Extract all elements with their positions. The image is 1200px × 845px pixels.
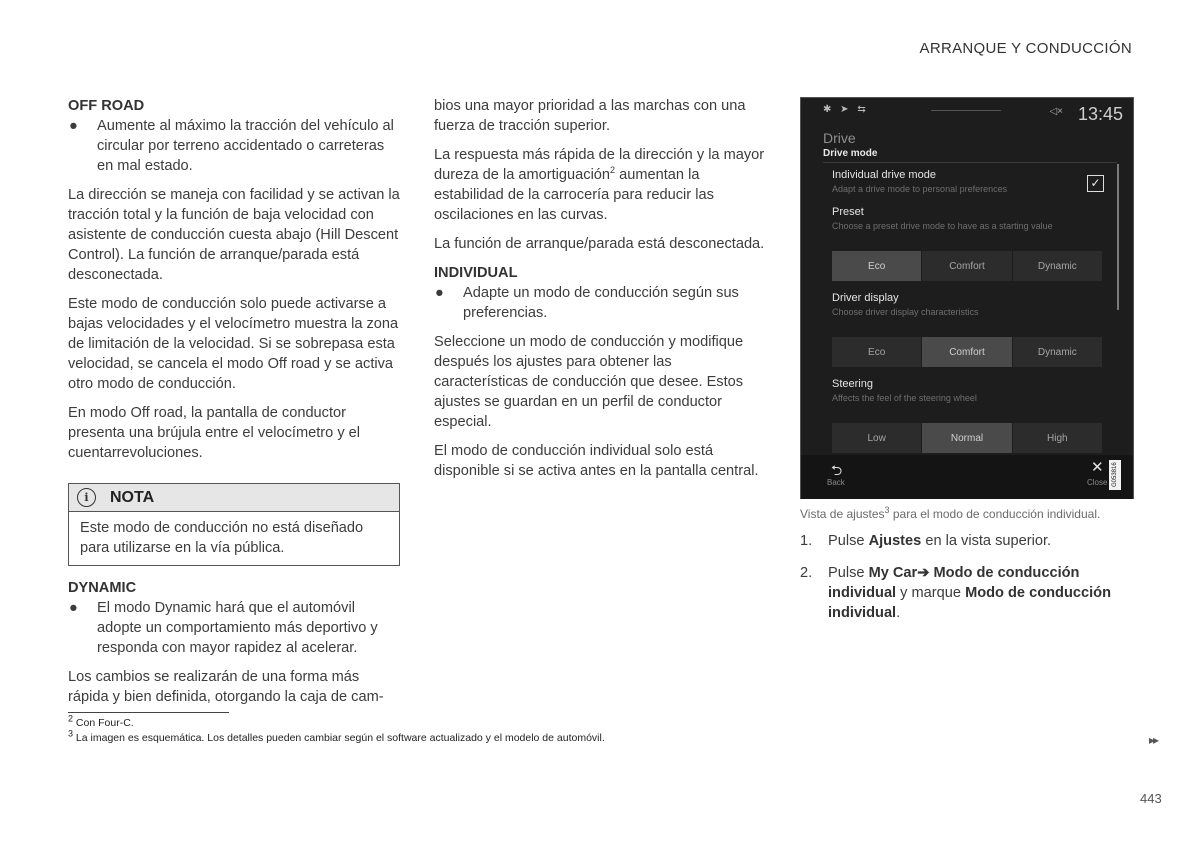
footnote-text: La imagen es esquemática. Los detalles pueden cambiar según el software actualizado y el modelo de automóvil. — [73, 732, 605, 744]
driver-display-title: Driver display — [832, 292, 899, 304]
caption-text: para el modo de conducción individual. — [889, 507, 1101, 521]
footnote-3 — [68, 728, 605, 744]
text-span: en la vista superior. — [921, 533, 1052, 549]
middle-column — [434, 96, 767, 490]
info-icon: i — [77, 488, 96, 507]
preset-option: Comfort — [922, 251, 1011, 281]
individual-bullet-text: Adapte un modo de conducción según sus preferencias. — [463, 285, 739, 321]
step-number: 2. — [800, 565, 813, 581]
paragraph: La dirección se maneja con facilidad y se activan la tracción total y la función de baja velocidad con asistente de conducción cuesta abajo (Hill Descent Control). La función de arranque/parada está desconectada. — [68, 187, 400, 283]
text-span: aumentan la estabilidad de la carrocería para reducir las oscilaciones en las curvas. — [434, 167, 714, 223]
note-label: NOTA — [110, 488, 155, 506]
paragraph: Este modo de conducción solo puede activarse a bajas velocidades y el velocímetro muestra la zona de limitación de la velocidad. Si se sobrepasa esta velocidad, se cancela el modo Off road y se activa otro modo de conducción. — [68, 296, 399, 392]
driver-display-sub: Choose driver display characteristics — [832, 307, 979, 317]
caption-text: Vista de ajustes — [800, 507, 885, 521]
footnote-ref: 3 — [884, 505, 890, 515]
display-option: Comfort — [922, 337, 1011, 367]
individual-bullet — [434, 283, 767, 323]
steps-list — [800, 531, 1140, 635]
offroad-bullet-text: Aumente al máximo la tracción del vehículo al circular por terreno accidentado o carreteras en mal estado. — [97, 118, 394, 174]
note-box — [68, 483, 400, 566]
step-text — [828, 531, 1051, 551]
steering-selector — [832, 423, 1103, 453]
close-icon: ✕ — [1091, 459, 1104, 476]
footnote-num: 2 — [68, 713, 74, 724]
paragraph: bios una mayor prioridad a las marchas con una fuerza de tracción superior. — [434, 98, 746, 134]
text-span: y marque — [896, 585, 966, 601]
step-text — [828, 563, 1140, 623]
checkbox-checked-icon: ✓ — [1087, 175, 1104, 192]
preset-sub: Choose a preset drive mode to have as a starting value — [832, 221, 1053, 231]
steering-option: Low — [832, 423, 921, 453]
text-span: Pulse — [828, 565, 869, 581]
individual-heading: INDIVIDUAL — [434, 265, 518, 281]
bottom-bar — [801, 455, 1133, 499]
ui-term: Ajustes — [868, 533, 922, 549]
offroad-bullet — [68, 116, 401, 176]
clock: 13:45 — [1077, 104, 1123, 124]
paragraph: Seleccione un modo de conducción y modifique después los ajustes para obtener las características de conducción que desee. Estos ajustes se guardan en un perfil de conductor especial. — [434, 334, 744, 430]
steering-sub: Affects the feel of the steering wheel — [832, 393, 977, 403]
footnote-rule — [68, 712, 229, 713]
step-2 — [800, 563, 1140, 623]
running-header: ARRANQUE Y CONDUCCIÓN — [919, 40, 1132, 57]
text-span: La respuesta más rápida de la dirección y la mayor dureza de la amortiguación — [434, 147, 765, 183]
page-number: 443 — [1140, 791, 1162, 806]
paragraph: El modo de conducción individual solo está disponible si se activa antes en la pantalla central. — [434, 443, 759, 479]
mute-icon: ◁× — [1049, 106, 1063, 117]
center-display-image — [800, 97, 1134, 499]
steering-option: High — [1013, 423, 1102, 453]
step-1 — [800, 531, 1140, 551]
paragraph — [434, 145, 767, 225]
paragraph: Los cambios se realizarán de una forma más rápida y bien definida, otorgando la caja de cam- — [68, 669, 384, 705]
divider — [823, 162, 1117, 163]
footnote-text: Con Four-C. — [73, 717, 134, 729]
individual-mode-title: Individual drive mode — [832, 169, 936, 181]
display-option: Eco — [832, 337, 921, 367]
note-text: Este modo de conducción no está diseñado para utilizarse en la vía pública. — [80, 520, 364, 556]
preset-option: Dynamic — [1013, 251, 1102, 281]
steering-title: Steering — [832, 378, 873, 390]
step-number: 1. — [800, 533, 813, 549]
note-header — [69, 484, 399, 512]
footnote-ref: 2 — [610, 165, 616, 176]
dynamic-bullet — [68, 598, 401, 658]
status-icons: ✱ ➤ ⇆ — [823, 104, 869, 115]
text-span: . — [896, 605, 901, 621]
offroad-heading: OFF ROAD — [68, 98, 145, 114]
paragraph: La función de arranque/parada está desconectada. — [434, 236, 765, 252]
steering-option: Normal — [922, 423, 1011, 453]
preset-selector — [832, 251, 1103, 281]
dynamic-heading: DYNAMIC — [68, 580, 137, 596]
text-span: Pulse — [828, 533, 869, 549]
preset-title: Preset — [832, 206, 864, 218]
dynamic-bullet-text: El modo Dynamic hará que el automóvil adopte un comportamiento más deportivo y responda con mayor rapidez al acelerar. — [97, 600, 378, 656]
back-label: Back — [827, 478, 845, 487]
image-caption — [800, 507, 1100, 521]
close-label: Close — [1087, 478, 1108, 487]
continue-arrows-icon: ▸▸ — [1149, 733, 1158, 747]
image-code: G053816 — [1109, 460, 1121, 490]
footnote-2 — [68, 713, 134, 729]
footnote-num: 3 — [68, 728, 74, 739]
ui-term: Modo de conducción individual — [828, 565, 1080, 601]
left-column — [68, 96, 401, 716]
ui-term: Modo de conducción individual — [828, 585, 1111, 621]
bullet-dot: ● — [69, 118, 78, 134]
ui-term: My Car — [868, 565, 918, 581]
bullet-dot: ● — [435, 285, 444, 301]
individual-mode-sub: Adapt a drive mode to personal preferences — [832, 184, 1008, 194]
driver-display-selector — [832, 337, 1103, 367]
display-option: Dynamic — [1013, 337, 1102, 367]
bullet-dot: ● — [69, 600, 78, 616]
screen-title: Drive — [823, 130, 856, 146]
back-icon: ⮌ — [831, 462, 843, 478]
paragraph: En modo Off road, la pantalla de conductor presenta una brújula entre el velocímetro y el cuentarrevoluciones. — [68, 405, 361, 461]
arrow-icon: ➔ — [917, 565, 930, 581]
preset-option: Eco — [832, 251, 921, 281]
screen-subtitle: Drive mode — [823, 148, 878, 159]
scrollbar — [1117, 164, 1119, 310]
top-handle — [931, 110, 1001, 111]
